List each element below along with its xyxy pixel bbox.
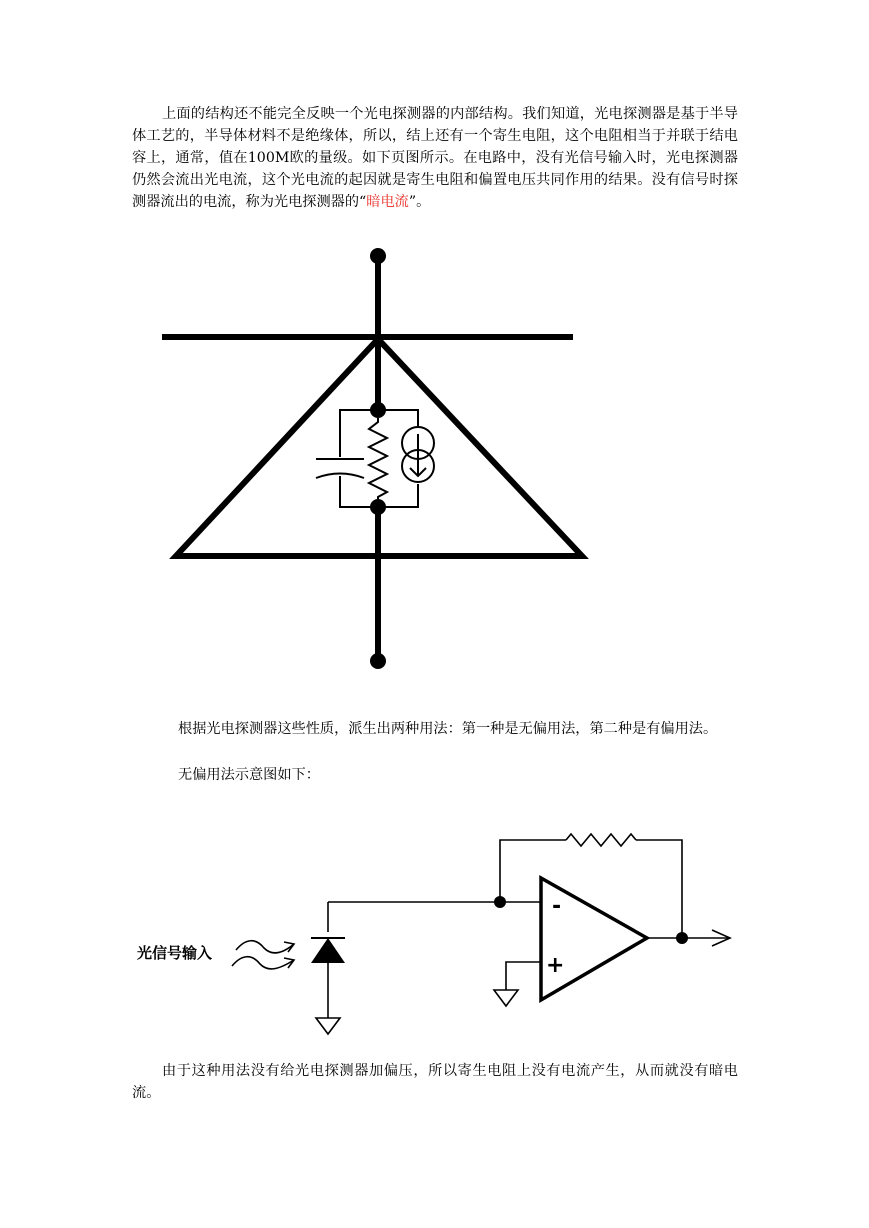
top-terminal-dot — [370, 248, 386, 264]
capacitor-icon — [316, 459, 364, 478]
output-node-dot — [676, 932, 688, 944]
current-source-icon — [402, 427, 434, 482]
noninverting-input-sign: + — [546, 953, 565, 978]
light-input-label: 光信号输入 — [137, 944, 213, 962]
ground-icon-diode — [316, 1018, 340, 1034]
feedback-wire-right — [636, 840, 682, 938]
unbiased-photodiode-amplifier-diagram — [0, 820, 869, 1050]
light-waves-icon — [232, 941, 294, 969]
paragraph-unbiased-intro: 无偏用法示意图如下： — [178, 767, 320, 783]
inverting-input-sign: - — [552, 894, 562, 919]
highlight-dark-current: 暗电流 — [366, 194, 409, 210]
ground-icon-opamp — [494, 990, 518, 1006]
feedback-resistor-icon — [566, 834, 636, 846]
noninverting-wire — [506, 962, 541, 990]
paragraph-no-dark-current: 由于这种用法没有给光电探测器加偏压，所以寄生电阻上没有电流产生，从而就没有暗电流。 — [132, 1063, 738, 1101]
photodetector-equivalent-circuit-diagram — [0, 240, 869, 680]
feedback-wire-left — [500, 840, 566, 902]
paragraph-usage-modes: 根据光电探测器这些性质，派生出两种用法：第一种是无偏用法，第二种是有偏用法。 — [178, 721, 718, 737]
bottom-terminal-dot — [370, 653, 386, 669]
photodiode-icon — [311, 938, 345, 963]
paragraph-text-end: ”。 — [408, 194, 431, 210]
paragraph-dark-current — [132, 103, 738, 213]
resistor-icon — [369, 418, 387, 499]
paragraph-text: 上面的结构还不能完全反映一个光电探测器的内部结构。我们知道，光电探测器是基于半导体工艺的，半导体材料不是绝缘体，所以，结上还有一个寄生电阻，这个电阻相当于并联于结电容上，通常，值在100M欧的量级。如下页图所示。在电路中，没有光信号输入时，光电探测器仍然会流出光电流，这个光电流的起因就是寄生电阻和偏置电压共同作用的结果。没有信号时探测器流出的电流，称为光电探测器的“ — [132, 106, 738, 210]
